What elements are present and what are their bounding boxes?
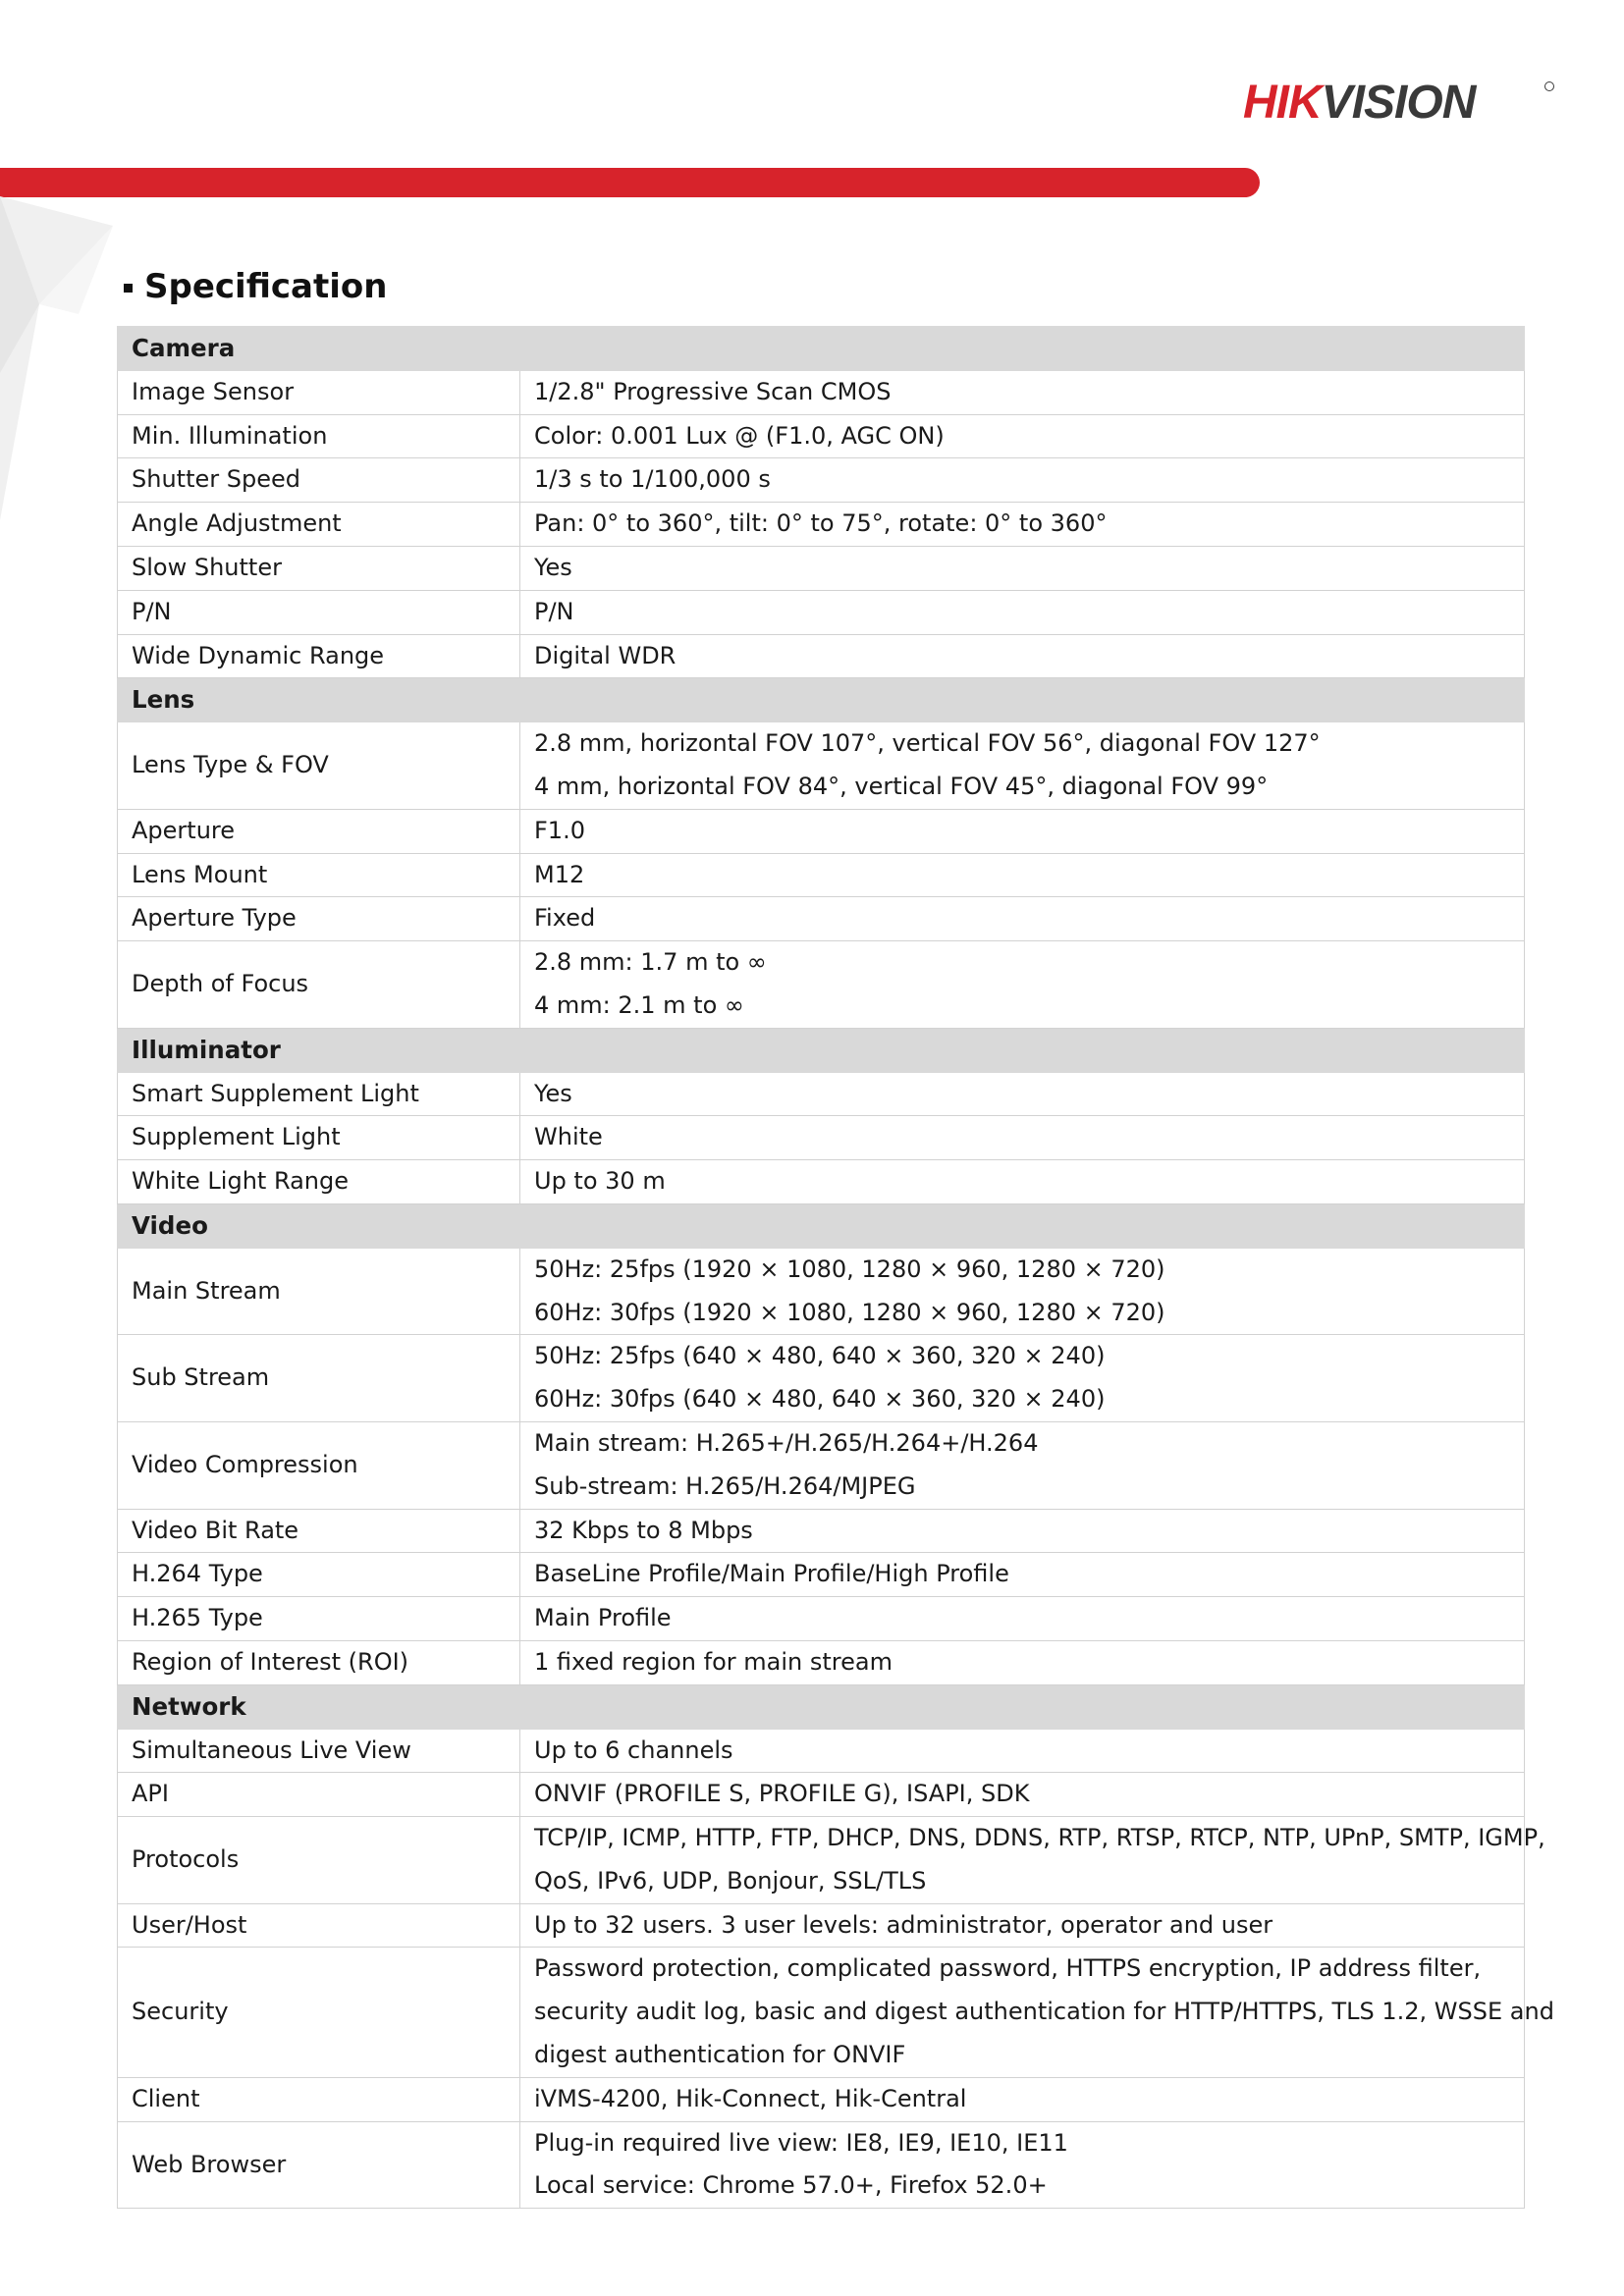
spec-label: Web Browser bbox=[118, 2121, 520, 2209]
spec-value-line: 1 fixed region for main stream bbox=[534, 1647, 893, 1676]
section-title: Camera bbox=[118, 327, 1525, 371]
spec-value bbox=[520, 1773, 1525, 1817]
spec-label: White Light Range bbox=[118, 1160, 520, 1204]
section-header-row bbox=[118, 678, 1525, 722]
spec-value bbox=[520, 1597, 1525, 1641]
spec-value-line: 50Hz: 25fps (640 × 480, 640 × 360, 320 × 240) bbox=[534, 1342, 1106, 1370]
spec-value-line: Up to 32 users. 3 user levels: administrator, operator and user bbox=[534, 1910, 1273, 1939]
spec-value bbox=[520, 1421, 1525, 1509]
spec-value-line: 2.8 mm, horizontal FOV 107°, vertical FOV 56°, diagonal FOV 127° bbox=[534, 729, 1321, 758]
spec-value-line: Plug-in required live view: IE8, IE9, IE10, IE11 bbox=[534, 2128, 1068, 2157]
spec-value-line: 4 mm, horizontal FOV 84°, vertical FOV 45°, diagonal FOV 99° bbox=[534, 772, 1269, 800]
spec-value bbox=[520, 1729, 1525, 1773]
spec-value bbox=[520, 590, 1525, 634]
section-header-row bbox=[118, 1028, 1525, 1072]
spec-value-line: 1/3 s to 1/100,000 s bbox=[534, 465, 771, 494]
spec-value-line: 1/2.8" Progressive Scan CMOS bbox=[534, 377, 892, 405]
spec-value-line: Yes bbox=[534, 1079, 572, 1107]
spec-label: Image Sensor bbox=[118, 370, 520, 414]
spec-label: Smart Supplement Light bbox=[118, 1072, 520, 1116]
spec-row bbox=[118, 1116, 1525, 1160]
spec-value-line: Pan: 0° to 360°, tilt: 0° to 75°, rotate: 0° to 360° bbox=[534, 509, 1108, 538]
spec-value bbox=[520, 503, 1525, 547]
spec-row bbox=[118, 809, 1525, 853]
spec-row bbox=[118, 1597, 1525, 1641]
spec-label: Shutter Speed bbox=[118, 458, 520, 503]
spec-value bbox=[520, 1248, 1525, 1335]
decorative-star-graphic bbox=[0, 196, 128, 520]
spec-value-line: TCP/IP, ICMP, HTTP, FTP, DHCP, DNS, DDNS, RTP, RTSP, RTCP, NTP, UPnP, SMTP, IGMP, bbox=[534, 1824, 1545, 1852]
spec-value bbox=[520, 809, 1525, 853]
spec-value bbox=[520, 546, 1525, 590]
spec-row bbox=[118, 1160, 1525, 1204]
page-title: Specification bbox=[144, 267, 388, 306]
spec-value bbox=[520, 722, 1525, 810]
spec-value-line: Color: 0.001 Lux @ (F1.0, AGC ON) bbox=[534, 421, 945, 450]
spec-value-line: Fixed bbox=[534, 904, 596, 933]
spec-value-line: Local service: Chrome 57.0+, Firefox 52.0+ bbox=[534, 2171, 1048, 2200]
spec-row bbox=[118, 458, 1525, 503]
spec-label: P/N bbox=[118, 590, 520, 634]
section-title: Illuminator bbox=[118, 1028, 1525, 1072]
hikvision-logo-mark bbox=[1243, 77, 1557, 126]
spec-row bbox=[118, 503, 1525, 547]
header-red-bar bbox=[0, 168, 1260, 197]
spec-row bbox=[118, 1948, 1525, 2077]
spec-label: Video Compression bbox=[118, 1421, 520, 1509]
spec-value-line: Up to 30 m bbox=[534, 1167, 666, 1196]
spec-row bbox=[118, 1072, 1525, 1116]
spec-label: Aperture Type bbox=[118, 897, 520, 941]
spec-label: Aperture bbox=[118, 809, 520, 853]
spec-value-line: Up to 6 channels bbox=[534, 1735, 733, 1764]
spec-value-line: 50Hz: 25fps (1920 × 1080, 1280 × 960, 1280 × 720) bbox=[534, 1255, 1165, 1283]
spec-value bbox=[520, 1160, 1525, 1204]
spec-value bbox=[520, 1335, 1525, 1422]
spec-label: H.264 Type bbox=[118, 1553, 520, 1597]
spec-row bbox=[118, 2077, 1525, 2121]
spec-label: Lens Type & FOV bbox=[118, 722, 520, 810]
spec-label: H.265 Type bbox=[118, 1597, 520, 1641]
spec-value-line: Main Profile bbox=[534, 1604, 672, 1632]
spec-value-line: Password protection, complicated password, HTTPS encryption, IP address filter, bbox=[534, 1954, 1482, 1983]
spec-value bbox=[520, 853, 1525, 897]
spec-table-body bbox=[118, 327, 1554, 2209]
spec-value bbox=[520, 1903, 1525, 1948]
spec-label: Client bbox=[118, 2077, 520, 2121]
spec-label: Slow Shutter bbox=[118, 546, 520, 590]
spec-row bbox=[118, 941, 1525, 1029]
spec-row bbox=[118, 1509, 1525, 1553]
spec-value-line: iVMS-4200, Hik-Connect, Hik-Central bbox=[534, 2084, 967, 2112]
spec-value bbox=[520, 1553, 1525, 1597]
spec-row bbox=[118, 1903, 1525, 1948]
spec-value bbox=[520, 1072, 1525, 1116]
spec-value-line: Yes bbox=[534, 553, 572, 581]
spec-value bbox=[520, 414, 1525, 458]
spec-row bbox=[118, 1335, 1525, 1422]
spec-row bbox=[118, 853, 1525, 897]
spec-row bbox=[118, 414, 1525, 458]
spec-value bbox=[520, 458, 1525, 503]
spec-label: Wide Dynamic Range bbox=[118, 634, 520, 678]
spec-value-line: 60Hz: 30fps (640 × 480, 640 × 360, 320 × 240) bbox=[534, 1385, 1106, 1414]
spec-value-line: 60Hz: 30fps (1920 × 1080, 1280 × 960, 1280 × 720) bbox=[534, 1298, 1165, 1326]
spec-value-line: F1.0 bbox=[534, 816, 585, 844]
spec-value-line: Digital WDR bbox=[534, 641, 677, 669]
section-header-row bbox=[118, 327, 1525, 371]
spec-row bbox=[118, 1553, 1525, 1597]
spec-value-line: security audit log, basic and digest authentication for HTTP/HTTPS, TLS 1.2, WSSE and bbox=[534, 1998, 1554, 2026]
section-title: Network bbox=[118, 1684, 1525, 1729]
spec-label: Simultaneous Live View bbox=[118, 1729, 520, 1773]
section-title: Video bbox=[118, 1203, 1525, 1248]
spec-row bbox=[118, 634, 1525, 678]
spec-value bbox=[520, 1817, 1545, 1904]
spec-value bbox=[520, 2121, 1525, 2209]
spec-row bbox=[118, 546, 1525, 590]
spec-value bbox=[520, 2077, 1525, 2121]
spec-value bbox=[520, 1640, 1525, 1684]
spec-row bbox=[118, 1248, 1525, 1335]
spec-value bbox=[520, 941, 1525, 1029]
spec-label: Sub Stream bbox=[118, 1335, 520, 1422]
spec-value bbox=[520, 1509, 1525, 1553]
spec-value-line: White bbox=[534, 1123, 603, 1151]
section-header-row bbox=[118, 1203, 1525, 1248]
spec-value-line: digest authentication for ONVIF bbox=[534, 2041, 906, 2069]
spec-row bbox=[118, 722, 1525, 810]
spec-value-line: Sub-stream: H.265/H.264/MJPEG bbox=[534, 1471, 916, 1500]
spec-label: Video Bit Rate bbox=[118, 1509, 520, 1553]
spec-value-line: P/N bbox=[534, 597, 574, 625]
svg-text:HIKVISION: HIKVISION bbox=[1243, 77, 1476, 126]
spec-label: Main Stream bbox=[118, 1248, 520, 1335]
page-heading bbox=[124, 267, 387, 306]
spec-value bbox=[520, 1948, 1554, 2077]
spec-row bbox=[118, 2121, 1525, 2209]
spec-label: Lens Mount bbox=[118, 853, 520, 897]
spec-value-line: 4 mm: 2.1 m to ∞ bbox=[534, 990, 744, 1019]
spec-label: Min. Illumination bbox=[118, 414, 520, 458]
spec-label: Security bbox=[118, 1948, 520, 2077]
spec-value-line: BaseLine Profile/Main Profile/High Profile bbox=[534, 1560, 1009, 1588]
spec-label: Supplement Light bbox=[118, 1116, 520, 1160]
spec-value bbox=[520, 1116, 1525, 1160]
section-header-row bbox=[118, 1684, 1525, 1729]
spec-row bbox=[118, 590, 1525, 634]
spec-value-line: M12 bbox=[534, 860, 585, 888]
spec-row bbox=[118, 1729, 1525, 1773]
spec-label: Region of Interest (ROI) bbox=[118, 1640, 520, 1684]
spec-row bbox=[118, 1773, 1525, 1817]
spec-row bbox=[118, 1640, 1525, 1684]
spec-table bbox=[117, 326, 1554, 2209]
spec-value-line: QoS, IPv6, UDP, Bonjour, SSL/TLS bbox=[534, 1866, 927, 1895]
spec-label: API bbox=[118, 1773, 520, 1817]
spec-label: Depth of Focus bbox=[118, 941, 520, 1029]
spec-value bbox=[520, 634, 1525, 678]
section-title: Lens bbox=[118, 678, 1525, 722]
spec-value bbox=[520, 897, 1525, 941]
spec-label: User/Host bbox=[118, 1903, 520, 1948]
spec-row bbox=[118, 370, 1525, 414]
spec-value-line: 32 Kbps to 8 Mbps bbox=[534, 1516, 753, 1544]
spec-value-line: 2.8 mm: 1.7 m to ∞ bbox=[534, 948, 767, 977]
spec-value-line: Main stream: H.265+/H.265/H.264+/H.264 bbox=[534, 1428, 1039, 1457]
hikvision-logo bbox=[1243, 77, 1557, 126]
spec-row bbox=[118, 1817, 1525, 1904]
spec-row bbox=[118, 897, 1525, 941]
spec-label: Angle Adjustment bbox=[118, 503, 520, 547]
spec-row bbox=[118, 1421, 1525, 1509]
spec-value bbox=[520, 370, 1525, 414]
spec-label: Protocols bbox=[118, 1817, 520, 1904]
spec-value-line: ONVIF (PROFILE S, PROFILE G), ISAPI, SDK bbox=[534, 1780, 1030, 1808]
heading-bullet-icon bbox=[124, 284, 133, 293]
